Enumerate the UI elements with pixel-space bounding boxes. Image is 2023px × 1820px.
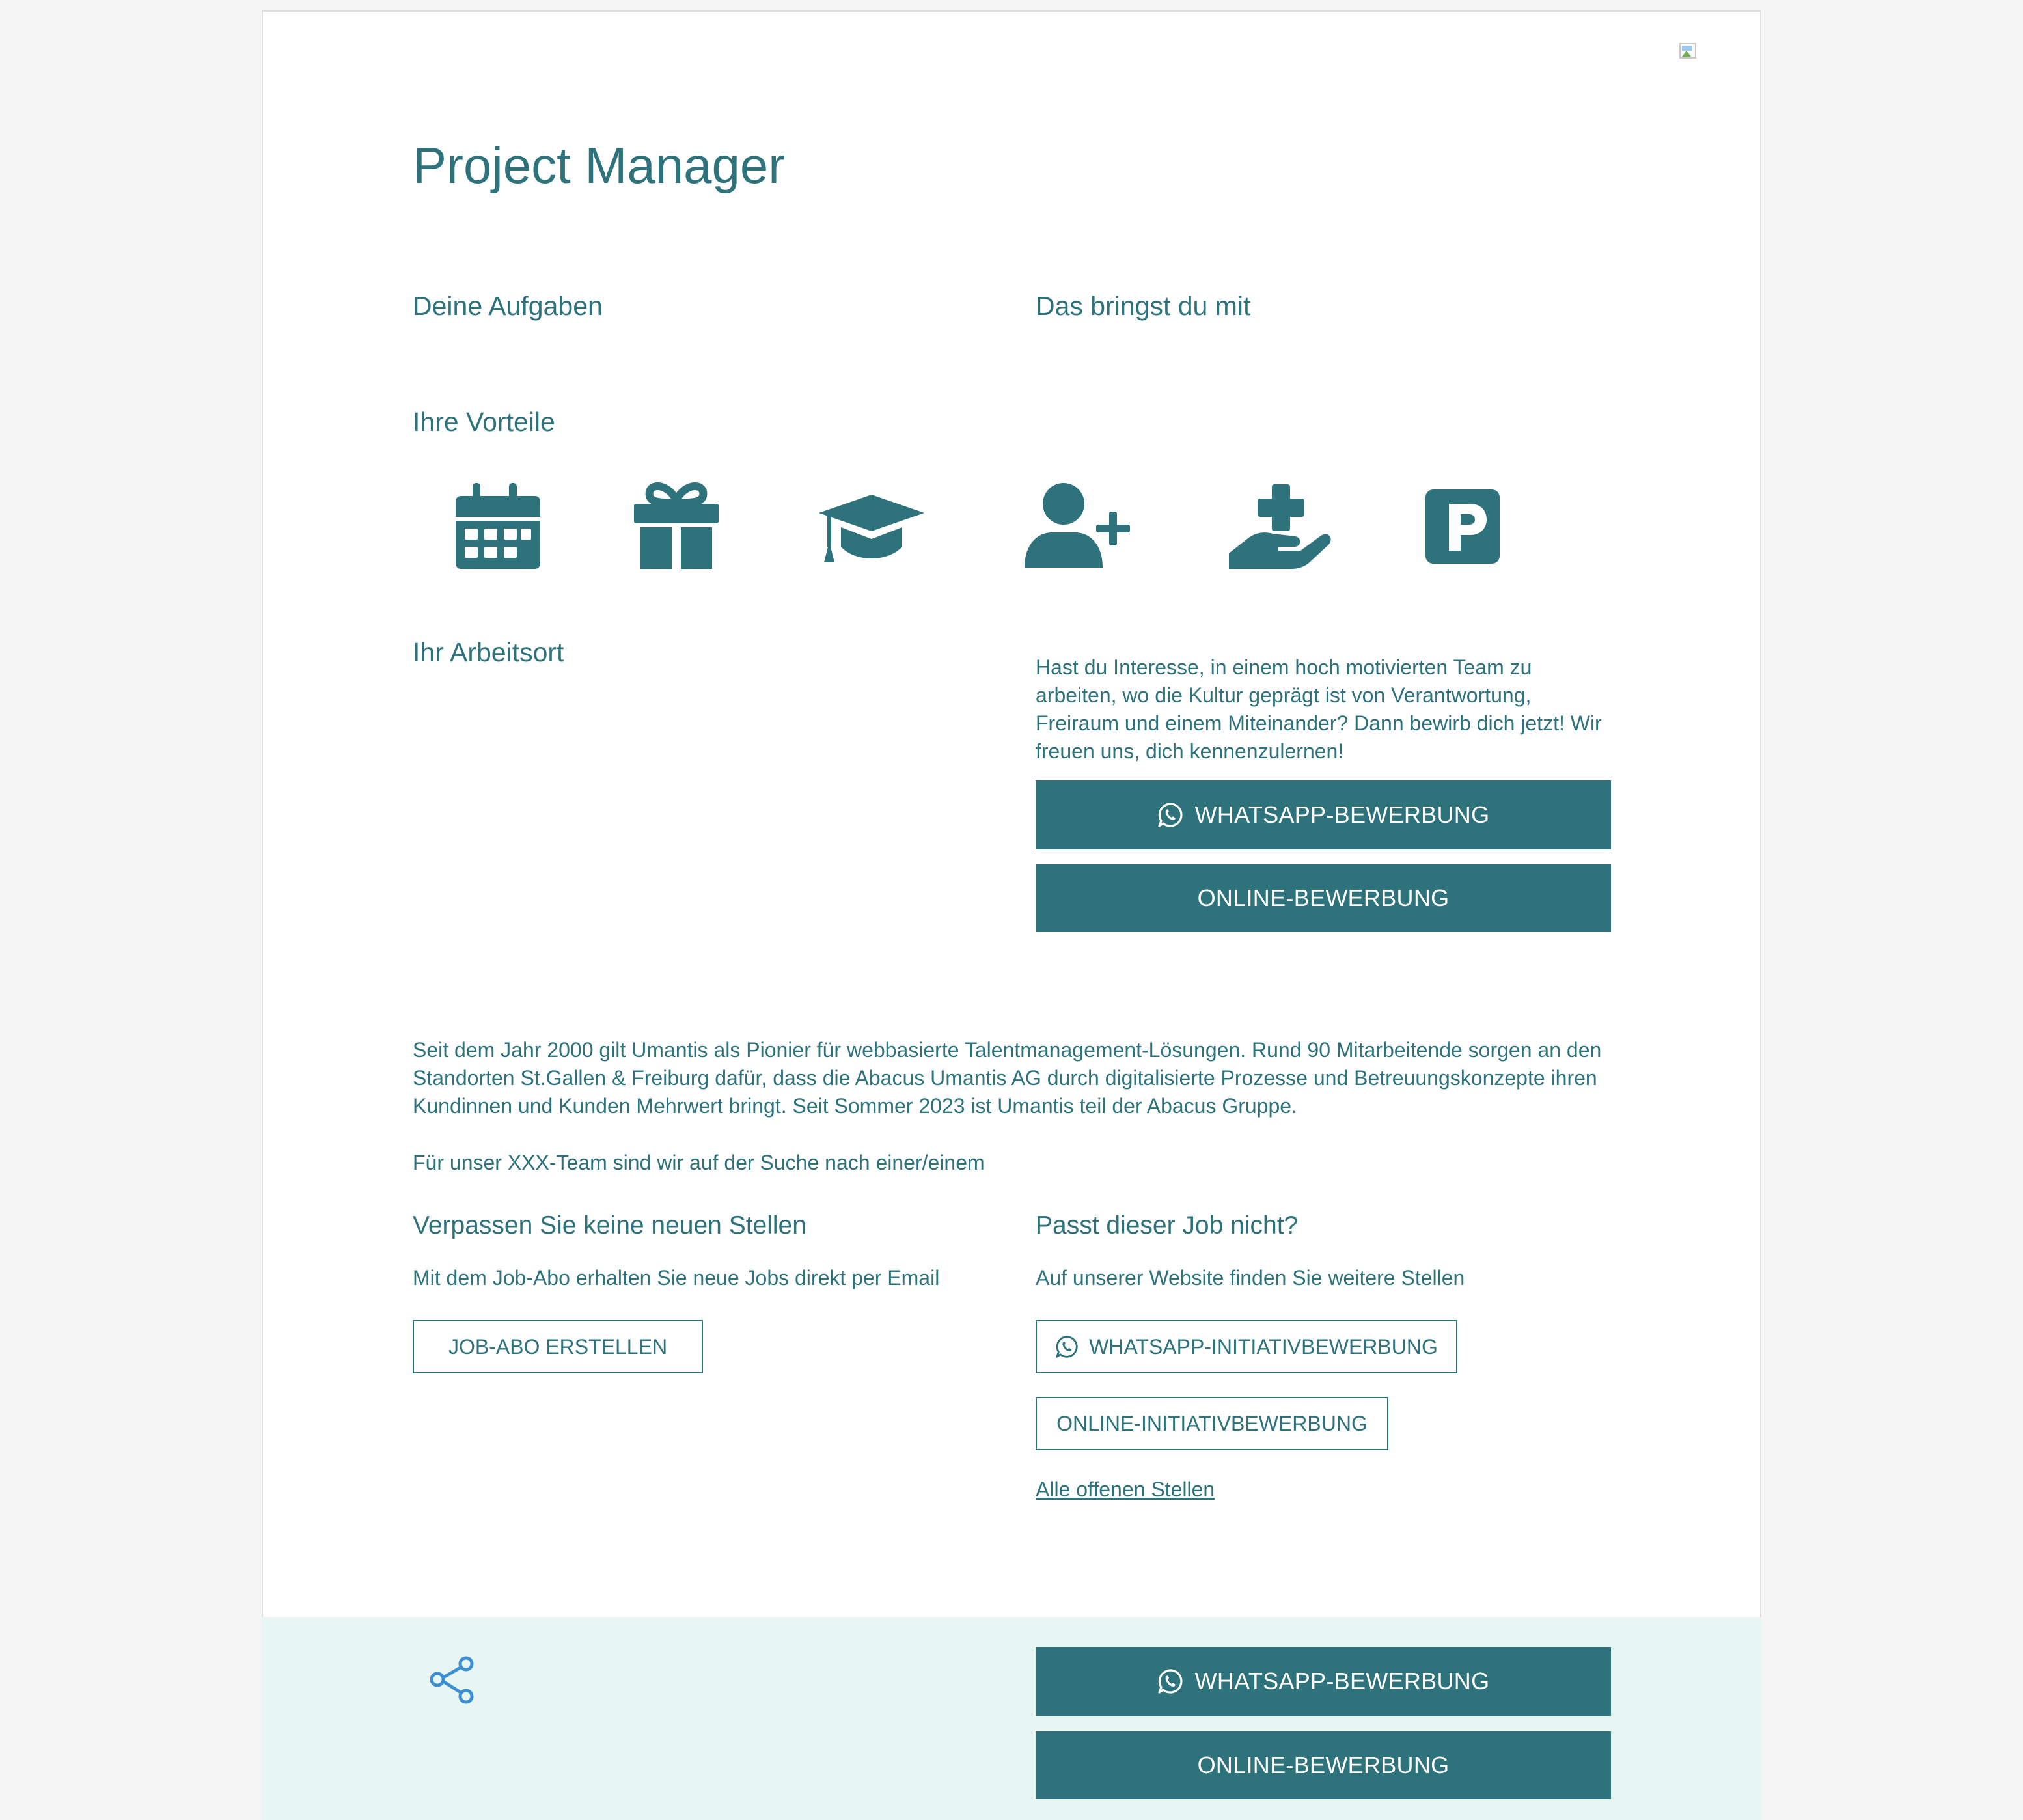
tasks-heading: Deine Aufgaben bbox=[413, 291, 603, 321]
company-description: Seit dem Jahr 2000 gilt Umantis als Pionier für webbasierte Talentmanagement-Lösungen. Rund 90 Mitarbeitende sorgen an den Standorten St.Gallen & Freiburg dafür, dass die Abacus Umantis AG durch digitalisierte Prozesse und Betreuungskonzepte ihren Kundinnen und Kunden Mehrwert bringt. Seit Sommer 2023 ist Umantis teil der Abacus Gruppe. bbox=[413, 1038, 1602, 1118]
hand-holding-medical-icon bbox=[1228, 476, 1338, 574]
footer-online-apply-button[interactable] bbox=[1036, 1731, 1611, 1799]
other-jobs-heading: Passt dieser Job nicht? bbox=[1036, 1211, 1299, 1239]
calendar-icon bbox=[443, 476, 553, 574]
team-search-text: Für unser XXX-Team sind wir auf der Suche nach einer/einem bbox=[413, 1151, 985, 1174]
whatsapp-apply-button[interactable] bbox=[1036, 780, 1611, 849]
job-alert-heading: Verpassen Sie keine neuen Stellen bbox=[413, 1211, 806, 1239]
user-plus-icon bbox=[1023, 476, 1134, 574]
whatsapp-icon bbox=[1157, 1668, 1183, 1694]
benefits-heading: Ihre Vorteile bbox=[413, 407, 555, 437]
whatsapp-initiative-label: WHATSAPP-INITIATIVBEWERBUNG bbox=[1089, 1334, 1438, 1358]
whatsapp-icon bbox=[1055, 1335, 1079, 1358]
job-alert-text: Mit dem Job-Abo erhalten Sie neue Jobs direkt per Email bbox=[413, 1266, 940, 1289]
footer-whatsapp-apply-button[interactable] bbox=[1036, 1647, 1611, 1716]
whatsapp-initiative-button[interactable] bbox=[1036, 1320, 1457, 1373]
company-logo-image bbox=[1678, 42, 1699, 61]
parking-icon bbox=[1420, 476, 1531, 574]
apply-intro-text: Hast du Interesse, in einem hoch motivierten Team zu arbeiten, wo die Kultur geprägt ist von Verantwortung, Freiraum und einem Miteinander? Dann bewirb dich jetzt! Wir freuen uns, dich kennenzulernen! bbox=[1036, 655, 1602, 763]
graduation-cap-icon bbox=[816, 476, 927, 574]
job-title: Project Manager bbox=[413, 137, 786, 194]
job-alert-button-label: JOB-ABO ERSTELLEN bbox=[448, 1334, 668, 1358]
job-alert-button[interactable] bbox=[413, 1320, 703, 1373]
online-apply-button[interactable] bbox=[1036, 864, 1611, 932]
whatsapp-icon bbox=[1157, 802, 1183, 828]
online-initiative-label: ONLINE-INITIATIVBEWERBUNG bbox=[1056, 1411, 1368, 1435]
all-jobs-link[interactable]: Alle offenen Stellen bbox=[1036, 1478, 1215, 1501]
other-jobs-text: Auf unserer Website finden Sie weitere Stellen bbox=[1036, 1266, 1465, 1289]
online-apply-label: ONLINE-BEWERBUNG bbox=[1197, 885, 1450, 911]
requirements-heading: Das bringst du mit bbox=[1036, 291, 1251, 321]
footer-online-apply-label: ONLINE-BEWERBUNG bbox=[1197, 1752, 1450, 1778]
gift-icon bbox=[621, 476, 732, 574]
whatsapp-apply-label: WHATSAPP-BEWERBUNG bbox=[1194, 801, 1490, 828]
footer-whatsapp-apply-label: WHATSAPP-BEWERBUNG bbox=[1194, 1668, 1490, 1694]
online-initiative-button[interactable] bbox=[1036, 1397, 1388, 1450]
workplace-heading: Ihr Arbeitsort bbox=[413, 637, 564, 667]
share-icon[interactable] bbox=[427, 1655, 479, 1707]
